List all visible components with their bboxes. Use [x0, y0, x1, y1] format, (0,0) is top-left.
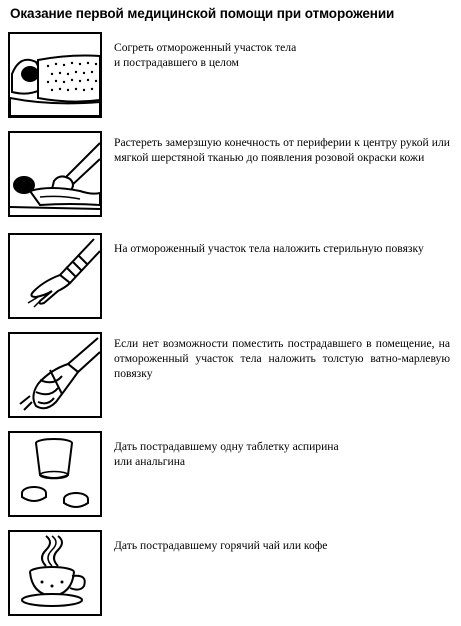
step-5 [8, 431, 456, 519]
step-3 [8, 233, 456, 321]
rubbing-limb-icon [10, 133, 100, 215]
step-5-text: Дать пострадавшему одну таблетку аспирина или анальгина [114, 440, 339, 468]
step-2-frame [8, 131, 102, 217]
step-4-text: Если нет возможности поместить пострадавшего в помещение, на отмороженный участок тела наложить толстую ватно-марлевую повязку [114, 337, 450, 380]
step-2-text: Растереть замерзшую конечность от периферии к центру рукой или мягкой шерстяной тканью до появления розовой окраски кожи [114, 136, 450, 164]
hot-drink-icon [10, 532, 100, 614]
aspirin-tablets-icon [10, 433, 100, 515]
step-6-text: Дать пострадавшему горячий чай или кофе [114, 539, 328, 552]
step-4-frame [8, 332, 102, 418]
step-2 [8, 131, 456, 219]
step-3-text: На отмороженный участок тела наложить стерильную повязку [114, 242, 424, 255]
step-1-frame [8, 32, 102, 118]
gauze-bandage-icon [10, 334, 100, 416]
step-3-frame [8, 233, 102, 319]
page-title: Оказание первой медицинской помощи при отморожении [10, 6, 395, 21]
step-4 [8, 332, 456, 420]
step-1 [8, 32, 456, 120]
step-5-frame [8, 431, 102, 517]
sterile-bandage-icon [10, 235, 100, 317]
step-6 [8, 530, 456, 618]
step-6-frame [8, 530, 102, 616]
warming-body-icon [10, 34, 100, 116]
step-1-text: Согреть отмороженный участок тела и пострадавшего в целом [114, 41, 297, 69]
